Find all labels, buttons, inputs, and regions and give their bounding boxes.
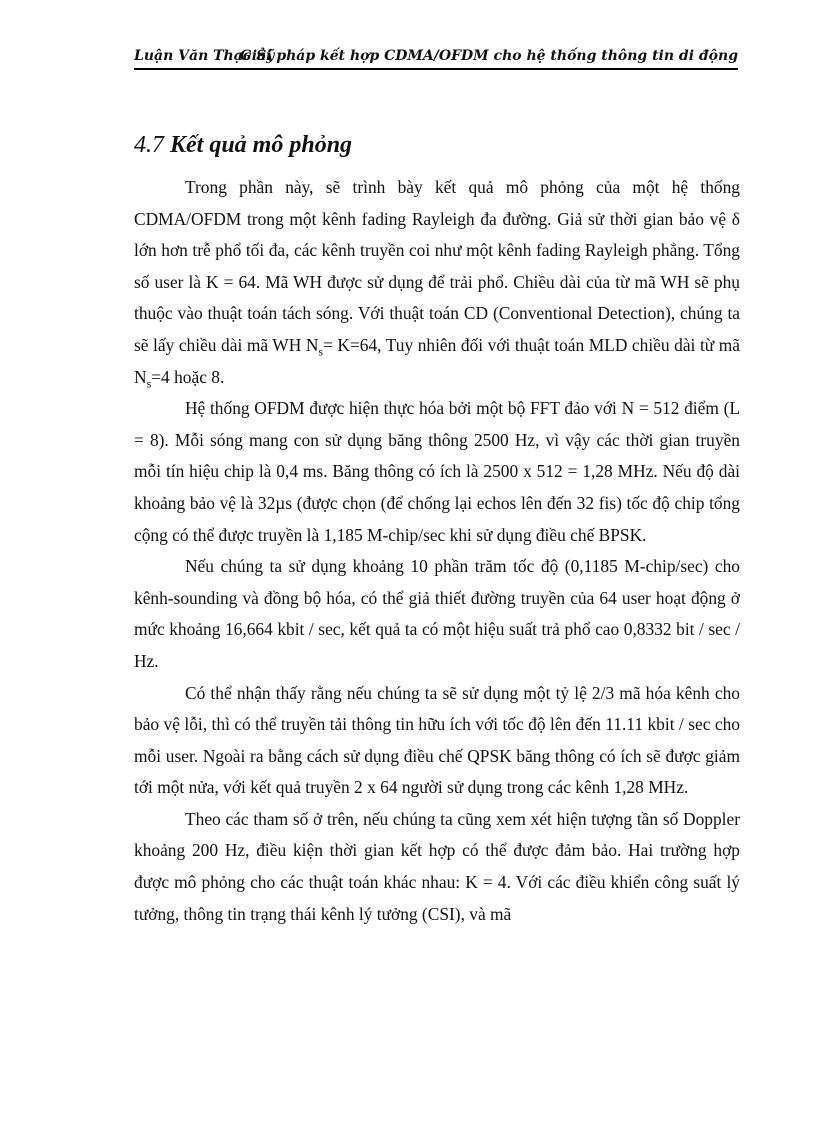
header-thesis-title: Giải pháp kết hợp CDMA/OFDM cho hệ thống thông tin di động [239, 48, 738, 64]
body-text [134, 172, 740, 930]
paragraph-1-text-c: =4 hoặc 8. [151, 366, 225, 387]
subscript-s: s [146, 376, 152, 391]
page-header [134, 46, 738, 70]
section-title: Kết quả mô phỏng [170, 132, 353, 158]
paragraph-3: Nếu chúng ta sử dụng khoảng 10 phần trăm tốc độ (0,1185 M-chip/sec) cho kênh-sounding và đồng bộ hóa, có thể giả thiết đường truyền của 64 user hoạt động ở mức khoảng 16,664 kbit / sec, kết quả ta có một hiệu suất trả phổ cao 0,8332 bit / sec / Hz. [134, 556, 740, 671]
subscript-s: s [318, 344, 324, 359]
paragraph-1 [134, 172, 740, 393]
paragraph-4: Có thể nhận thấy rằng nếu chúng ta sẽ sử dụng một tỷ lệ 2/3 mã hóa kênh cho bảo vệ lỗi, thì có thể truyền tải thông tin hữu ích với tốc độ lên đến 11.11 kbit / sec cho mỗi user. Ngoài ra bằng cách sử dụng điều chế QPSK băng thông có ích sẽ được giảm tới một nửa, với kết quả truyền 2 x 64 người sử dụng trong các kênh 1,28 MHz. [134, 682, 740, 798]
section-number: 4.7 [134, 132, 164, 158]
section-heading [134, 132, 352, 159]
paragraph-1-text-a: Trong phần này, sẽ trình bày kết quả mô phỏng của một hệ thống CDMA/OFDM trong một kênh fading Rayleigh đa đường. Giả sử thời gian bảo vệ δ lớn hơn trễ phổ tối đa, các kênh truyền coi như một kênh fading Rayleigh phẳng. Tổng số user là K = 64. Mã WH được sử dụng để trải phổ. Chiều dài của từ mã WH sẽ phụ thuộc vào thuật toán tách sóng. Với thuật toán CD (Conventional Detection), chúng ta sẽ lấy chiều dài mã WH N [134, 177, 740, 355]
paragraph-5: Theo các tham số ở trên, nếu chúng ta cũng xem xét hiện tượng tần số Doppler khoảng 200 Hz, điều kiện thời gian kết hợp có thể được đảm bảo. Hai trường hợp được mô phỏng cho các thuật toán khác nhau: K = 4. Với các điều khiển công suất lý tưởng, thông tin trạng thái kênh lý tưởng (CSI), và mã [134, 808, 740, 924]
paragraph-1-text-b: = K=64, Tuy nhiên đối với thuật toán MLD chiều dài từ mã N [134, 334, 740, 387]
paragraph-2: Hệ thống OFDM được hiện thực hóa bởi một bộ FFT đảo với N = 512 điểm (L = 8). Mỗi sóng mang con sử dụng băng thông 2500 Hz, vì vậy các thời gian truyền mỗi tín hiệu chip là 0,4 ms. Băng thông có ích là 2500 x 512 = 1,28 MHz. Nếu độ dài khoảng bảo vệ là 32µs (được chọn (để chống lại echos lên đến 32 fis) tốc độ chip tổng cộng có thể được truyền là 1,185 M-chip/sec khi sử dụng điều chế BPSK. [134, 398, 740, 545]
header-thesis-label: Luận Văn Thạc Sỹ [134, 48, 275, 64]
